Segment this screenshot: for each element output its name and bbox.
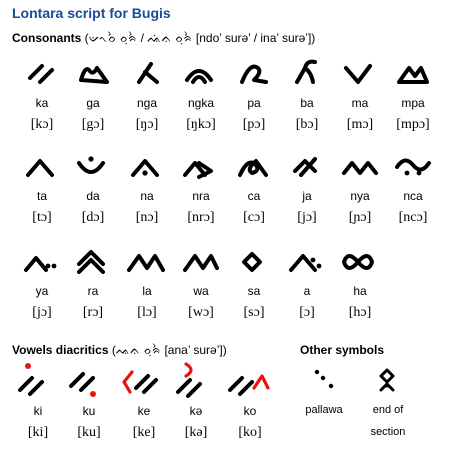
consonant-ipa: [cɔ] — [243, 210, 265, 225]
nya-glyph — [340, 151, 380, 181]
consonant-name: ya — [35, 284, 49, 298]
vowel-name: ku — [82, 404, 96, 418]
consonants-heading-slash: / — [137, 31, 148, 45]
consonant-a — [277, 246, 337, 321]
consonant-nca — [383, 151, 443, 226]
a-glyph — [287, 246, 327, 276]
vowel-ipa: [ki] — [27, 425, 49, 440]
consonant-na — [117, 151, 177, 226]
consonants-heading-open: ( — [81, 31, 89, 45]
consonant-pa — [224, 58, 284, 133]
nra-glyph — [181, 151, 221, 181]
consonant-ipa: [kɔ] — [30, 117, 54, 132]
ko-glyph — [228, 362, 272, 398]
vowel-kə — [166, 362, 226, 441]
kschwa-glyph — [174, 362, 218, 398]
consonant-ipa: [jɔ] — [32, 305, 52, 320]
ha-glyph — [340, 246, 380, 276]
mpa-glyph — [393, 58, 433, 88]
consonant-ipa: [tɔ] — [32, 210, 52, 225]
vowels-heading-open: ( — [108, 343, 116, 357]
vowels-heading-bracket: [ana’ surə’]) — [161, 343, 227, 357]
wa-glyph — [181, 246, 221, 276]
consonant-ipa: [ŋkɔ] — [186, 117, 216, 132]
consonant-name: ha — [353, 284, 367, 298]
consonant-name: wa — [193, 284, 209, 298]
vowel-ipa: [ku] — [77, 425, 101, 440]
nga-glyph — [127, 58, 167, 88]
consonant-ga — [63, 58, 123, 133]
consonant-sa — [224, 246, 284, 321]
end-of-section-glyph — [373, 366, 403, 396]
consonant-name: nya — [350, 189, 370, 203]
ma-glyph — [340, 58, 380, 88]
consonant-ipa: [rɔ] — [82, 305, 104, 320]
consonant-name: ba — [300, 96, 314, 110]
ka-glyph — [22, 58, 62, 88]
consonant-ipa: [ɲɔ] — [348, 210, 372, 225]
vowel-ipa: [ko] — [238, 425, 262, 440]
vowel-ipa: [ke] — [132, 425, 156, 440]
consonant-name: nga — [136, 96, 158, 110]
consonant-ipa: [mpɔ] — [396, 117, 430, 132]
ja-glyph — [287, 151, 327, 181]
consonant-ipa: [gɔ] — [81, 117, 105, 132]
consonant-ipa: [lɔ] — [137, 305, 157, 320]
consonant-name: ra — [87, 284, 99, 298]
ba-glyph — [287, 58, 327, 88]
consonant-ipa: [wɔ] — [188, 305, 214, 320]
consonant-name: na — [140, 189, 154, 203]
la-glyph — [127, 246, 167, 276]
da-glyph — [73, 151, 113, 181]
consonant-ipa: [dɔ] — [81, 210, 105, 225]
other-symbol-label: pallawa — [305, 404, 343, 416]
consonant-name: da — [86, 189, 100, 203]
vowel-ipa: [kə] — [184, 425, 208, 440]
ku-glyph — [67, 362, 111, 398]
consonant-name: ca — [247, 189, 261, 203]
consonant-name: ngka — [187, 96, 215, 110]
consonant-ipa: [nɔ] — [135, 210, 159, 225]
consonant-name: la — [142, 284, 152, 298]
consonant-ipa: [pɔ] — [242, 117, 266, 132]
consonants-lontara-a: ᨉᨚᨔᨛ ᨔᨘᨑᨛ — [88, 31, 138, 45]
consonant-ipa: [jɔ] — [297, 210, 317, 225]
other-symbols-heading: Other symbols — [300, 343, 385, 357]
ca-glyph — [234, 151, 274, 181]
consonant-ipa: [bɔ] — [295, 117, 319, 132]
consonant-ipa: [mɔ] — [346, 117, 374, 132]
consonant-name: ka — [35, 96, 49, 110]
consonant-name: ta — [36, 189, 47, 203]
vowel-ko — [220, 362, 280, 441]
vowel-name: ke — [137, 404, 151, 418]
consonant-name: nra — [192, 189, 210, 203]
consonant-nra — [171, 151, 231, 226]
consonant-name: a — [303, 284, 311, 298]
consonant-wa — [171, 246, 231, 321]
vowel-ke — [114, 362, 174, 441]
consonants-heading-bracket: [ndo’ surə’ / ina’ surə’]) — [192, 31, 316, 45]
ta-glyph — [22, 151, 62, 181]
ngka-glyph — [181, 58, 221, 88]
consonant-la — [117, 246, 177, 321]
ra-glyph — [73, 246, 113, 276]
consonants-lontara-b: ᨕᨗᨊ ᨔᨘᨑᨛ — [147, 31, 193, 45]
vowels-lontara: ᨕᨊ ᨔᨘᨑᨛ — [115, 343, 162, 357]
pallawa-glyph — [309, 366, 339, 396]
ya-glyph — [22, 246, 62, 276]
consonant-da — [63, 151, 123, 226]
consonant-name: ma — [351, 96, 369, 110]
consonant-ipa: [ŋɔ] — [135, 117, 159, 132]
consonant-name: mpa — [401, 96, 425, 110]
consonants-heading — [12, 31, 315, 46]
vowel-ku — [59, 362, 119, 441]
ke-glyph — [122, 362, 166, 398]
consonant-ca — [224, 151, 284, 226]
consonant-name: ga — [86, 96, 100, 110]
ki-glyph — [16, 362, 60, 398]
consonant-ipa: [hɔ] — [348, 305, 372, 320]
vowels-heading-label: Vowels diacritics — [12, 343, 109, 357]
consonant-ja — [277, 151, 337, 226]
consonant-ba — [277, 58, 337, 133]
consonant-nga — [117, 58, 177, 133]
consonant-ma — [330, 58, 390, 133]
vowels-heading — [12, 343, 227, 358]
consonant-ipa: [nrɔ] — [187, 210, 215, 225]
consonant-name: nca — [403, 189, 423, 203]
consonant-ipa: [sɔ] — [243, 305, 265, 320]
consonant-ra — [63, 246, 123, 321]
consonant-mpa — [383, 58, 443, 133]
consonant-name: sa — [247, 284, 261, 298]
vowel-name: kə — [189, 404, 203, 418]
sa-glyph — [234, 246, 274, 276]
consonant-ipa: [ncɔ] — [398, 210, 428, 225]
page-title: Lontara script for Bugis — [12, 5, 171, 21]
consonant-ngka — [171, 58, 231, 133]
ga-glyph — [73, 58, 113, 88]
consonant-nya — [330, 151, 390, 226]
vowel-name: ko — [243, 404, 257, 418]
nca-glyph — [393, 151, 433, 181]
pa-glyph — [234, 58, 274, 88]
consonant-ha — [330, 246, 390, 321]
consonant-name: ja — [302, 189, 312, 203]
other-pallawa — [292, 366, 356, 417]
consonant-name: pa — [247, 96, 261, 110]
vowel-name: ki — [33, 404, 43, 418]
other-end-of-section — [356, 366, 420, 439]
consonants-heading-label: Consonants — [12, 31, 82, 45]
na-glyph — [127, 151, 167, 181]
consonant-ipa: [ɔ] — [299, 305, 315, 320]
other-symbol-label: end of section — [370, 404, 406, 438]
